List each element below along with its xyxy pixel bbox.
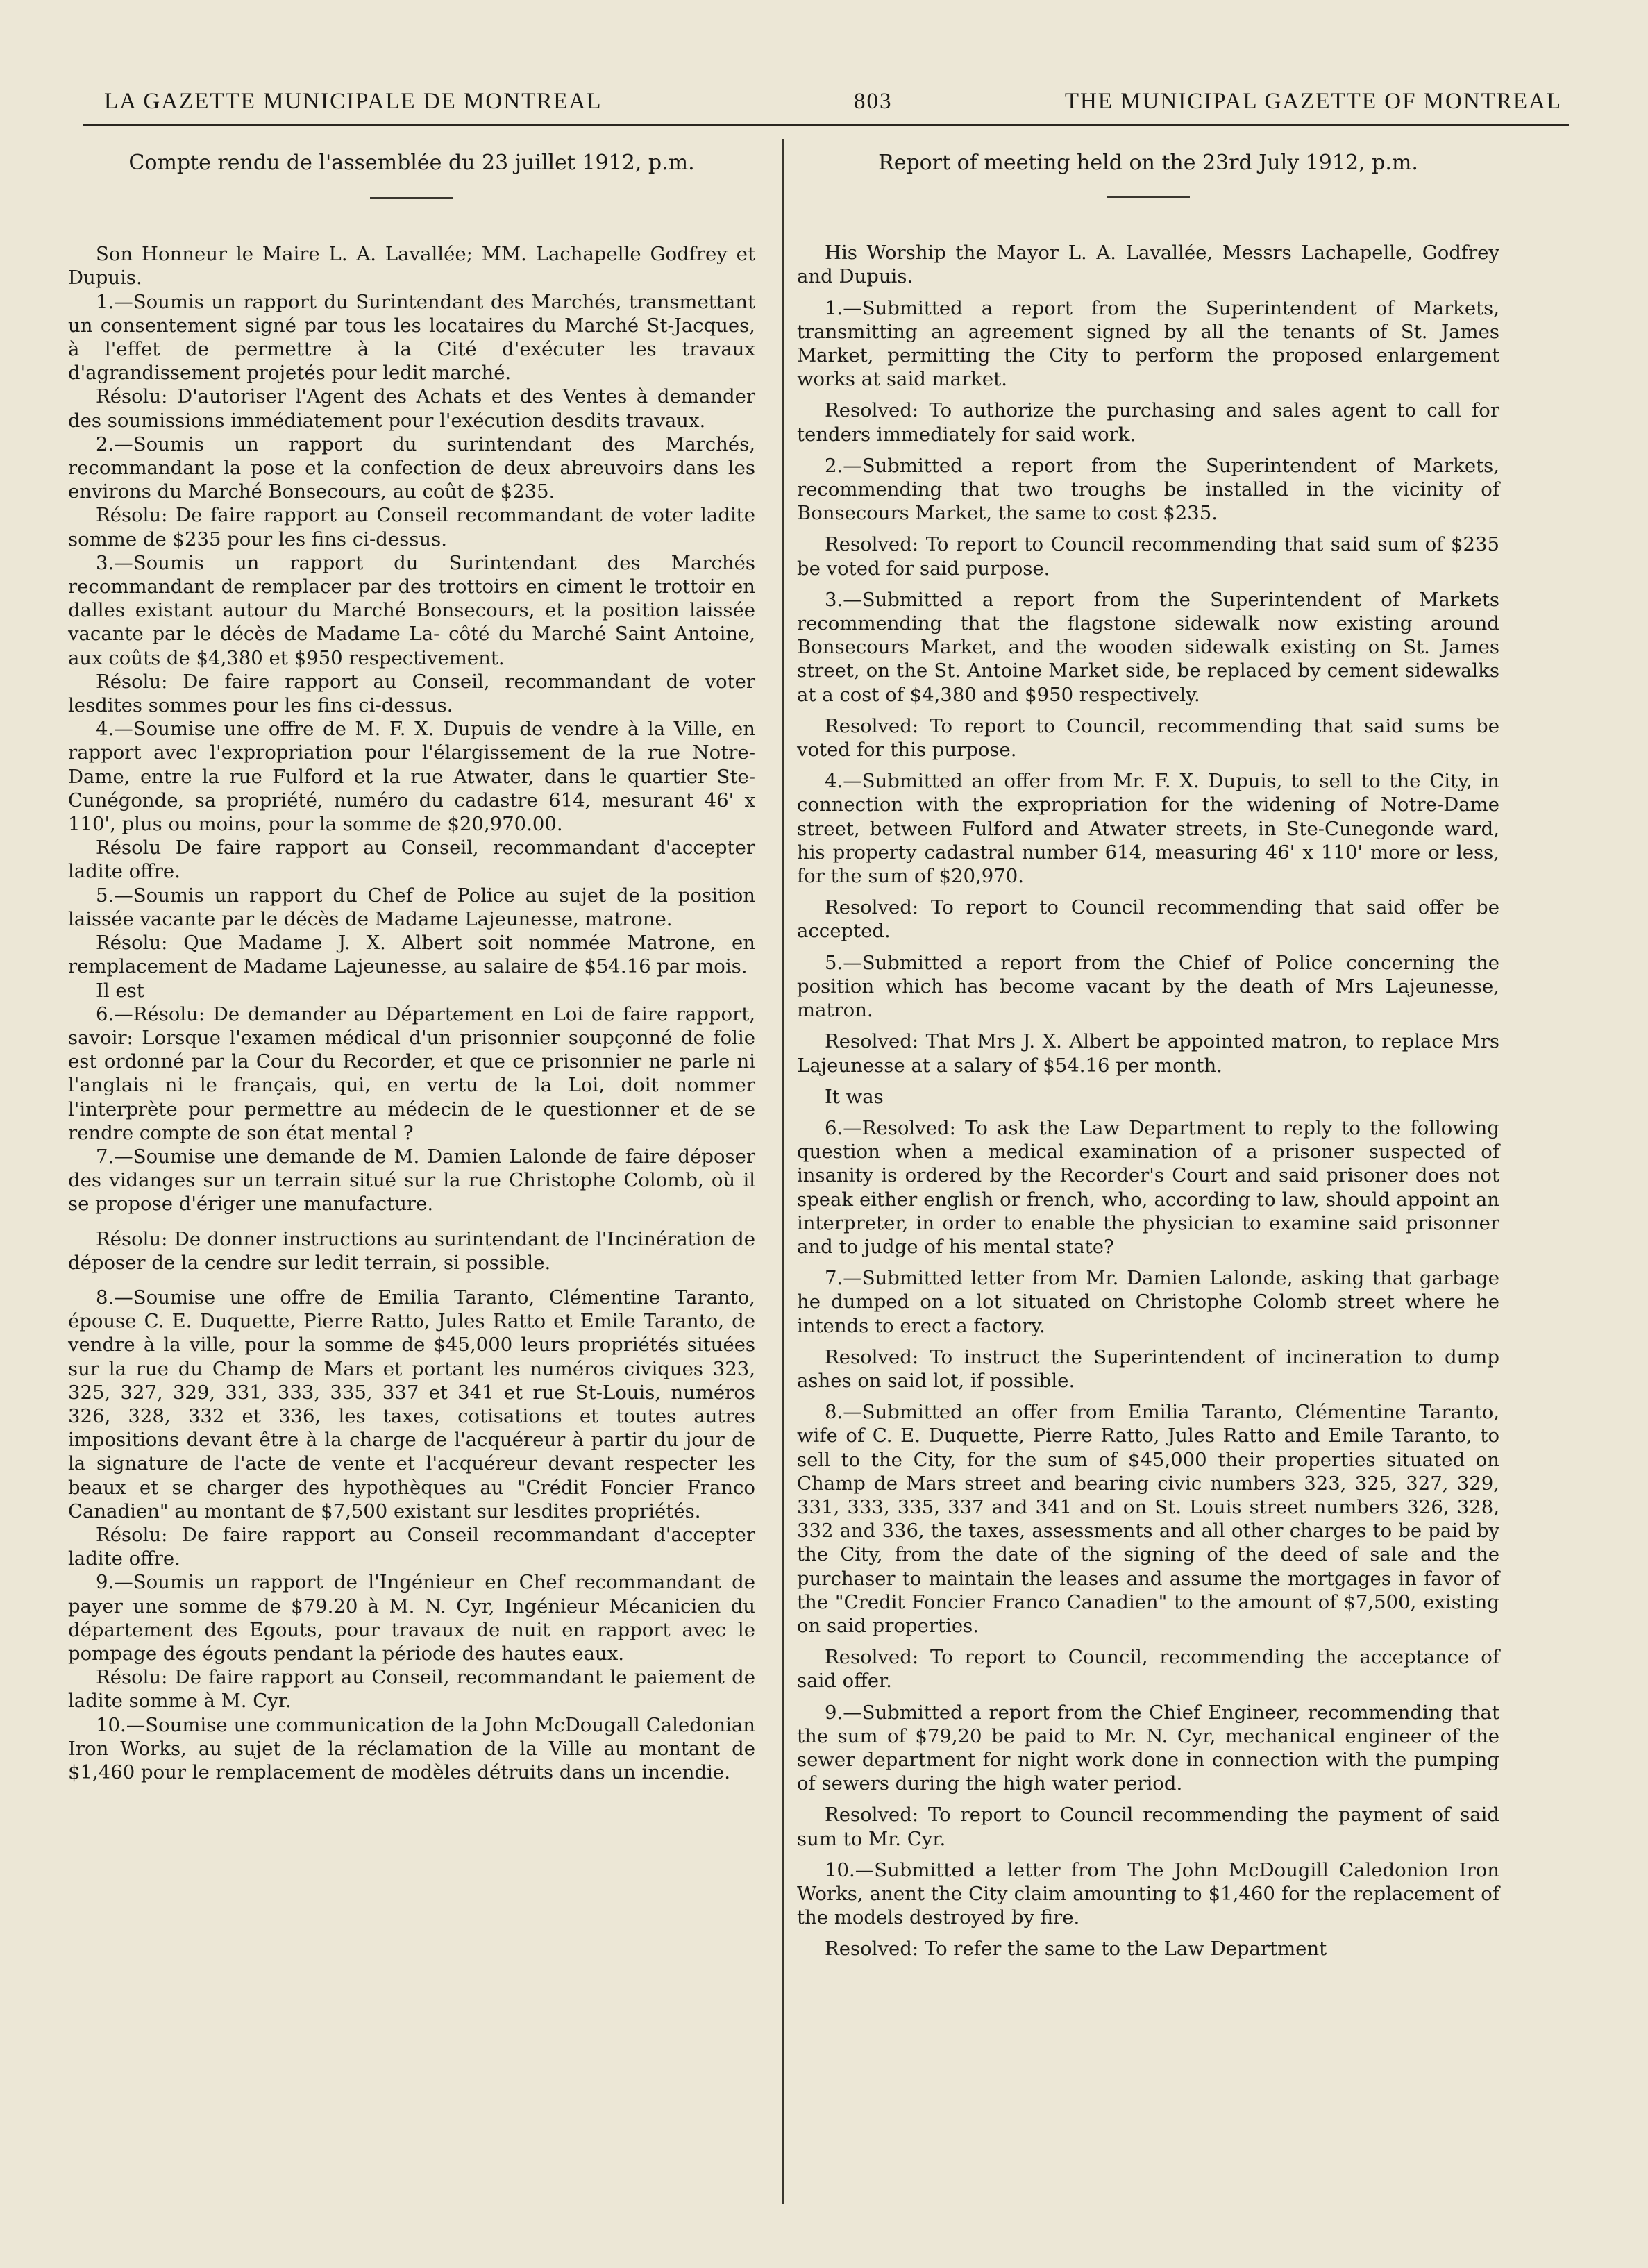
fr-resolution-2: Résolu: De faire rapport au Conseil recommandant de voter ladite somme de $235 pour les fins ci-dessus.: [68, 504, 755, 551]
spacer: [68, 1275, 755, 1286]
fr-item-7: 7.—Soumise une demande de M. Damien Lalonde de faire déposer des vidanges sur un terrain situé sur la rue Christophe Colomb, où il se propose d'ériger une manufacture.: [68, 1145, 755, 1216]
en-item-6: 6.—Resolved: To ask the Law Department to reply to the following question when a medical examination of a prisoner suspected of insanity is ordered by the Recorder's Court and said prisoner does not speak either english or french, who, according to law, should appoint an interpreter, in order to enable the physician to examine said prisonner and to judge of his mental state?: [797, 1116, 1499, 1258]
fr-resolution-8: Résolu: De faire rapport au Conseil recommandant d'accepter ladite offre.: [68, 1523, 755, 1570]
en-resolution-7: Resolved: To instruct the Superintendent of incineration to dump ashes on said lot, if possible.: [797, 1345, 1499, 1392]
header-english-title: THE MUNICIPAL GAZETTE OF MONTREAL: [1064, 89, 1562, 114]
en-resolution-10: Resolved: To refer the same to the Law Department: [825, 1938, 1327, 1960]
fr-resolution-5: Résolu: Que Madame J. X. Albert soit nommée Matrone, en remplacement de Madame Lajeunesse, au salaire de $54.16 par mois.: [68, 932, 755, 978]
en-resolution-3: Resolved: To report to Council, recommending that said sums be voted for this purpose.: [797, 714, 1499, 762]
fr-item-2: 2.—Soumis un rapport du surintendant des Marchés, recommandant la pose et la confection de deux abreuvoirs dans les environs du Marché Bonsecours, au coût de $235.: [68, 432, 755, 503]
fr-item-5: 5.—Soumis un rapport du Chef de Police au sujet de la position laissée vacante par le décès de Madame Lajeunesse, matrone.: [68, 884, 755, 930]
en-item-5: 5.—Submitted a report from the Chief of Police concerning the position which has become vacant by the death of Mrs Lajeunesse, matron.: [797, 951, 1499, 1022]
en-item-4: 4.—Submitted an offer from Mr. F. X. Dupuis, to sell to the City, in connection with the expropriation for the widening of Notre-Dame street, between Fulford and Atwater streets, in Ste-Cunegonde ward, his property cadastral number 614, measuring 46' x 110' more or less, for the sum of $20,970.: [797, 770, 1499, 888]
en-item-8: 8.—Submitted an offer from Emilia Taranto, Clémentine Taranto, wife of C. E. Duquette, Pierre Ratto, Jules Ratto and Emile Taranto, to sell to the City, for the sum of $45,000 their properties situated on Champ de Mars street and bearing civic numbers 323, 325, 327, 329, 331, 333, 335, 337 and 341 and on St. Louis street numbers 326, 328, 332 and 336, the taxes, assessments and all other charges to be paid by the City, from the date of the signing of the deed of sale and the purchaser to maintain the leases and assume the mortgages in favor of the "Credit Foncier Franco Canadien" to the amount of $7,500, existing on said properties.: [797, 1401, 1499, 1637]
page-number: 803: [854, 89, 893, 114]
english-report-title: Report of meeting held on the 23rd July 1912, p.m.: [878, 151, 1418, 175]
en-item-1: 1.—Submitted a report from the Superintendent of Markets, transmitting an agreement signed by all the tenants of St. James Market, permitting the City to perform the proposed enlargement works at said market.: [797, 296, 1499, 391]
fr-resolution-3: Résolu: De faire rapport au Conseil, recommandant de voter lesdites sommes pour les fins ci-dessus.: [68, 670, 755, 717]
fr-attendance: Son Honneur le Maire L. A. Lavallée; MM. Lachapelle Godfrey et Dupuis.: [68, 243, 755, 289]
en-resolution-9: Resolved: To report to Council recommending the payment of said sum to Mr. Cyr.: [797, 1804, 1499, 1850]
en-resolution-8: Resolved: To report to Council, recommending the acceptance of said offer.: [797, 1646, 1499, 1692]
en-item-7: 7.—Submitted letter from Mr. Damien Lalonde, asking that garbage he dumped on a lot situated on Christophe Colomb street where he intends to erect a factory.: [797, 1267, 1499, 1337]
en-it-was: It was: [825, 1085, 884, 1108]
fr-item-3: 3.—Soumis un rapport du Surintendant des Marchés recommandant de remplacer par des trottoirs en ciment le trottoir en dalles existant autour du Marché Bonsecours, et la position laissée vacante par le décès de Madame La- côté du Marché Saint Antoine, aux coûts de $4,380 et $950 respectivement.: [68, 551, 755, 669]
fr-item-1: 1.—Soumis un rapport du Surintendant des Marchés, transmettant un consentement signé par tous les locataires du Marché St-Jacques, à l'effet de permettre à la Cité d'exécuter les travaux d'agrandissement projetés pour ledit marché.: [68, 290, 755, 385]
column-divider: [782, 139, 784, 2204]
en-item-3: 3.—Submitted a report from the Superintendent of Markets recommending that the flagstone sidewalk now existing around Bonsecours Market, and the wooden sidewalk existing on St. James street, on the St. Antoine Market side, be replaced by cement sidewalks at a cost of $4,380 and $950 respectively.: [797, 588, 1499, 706]
en-item-2: 2.—Submitted a report from the Superintendent of Markets, recommending that two troughs be installed in the vicinity of Bonsecours Market, the same to cost $235.: [797, 454, 1499, 525]
english-column: [797, 151, 1499, 1969]
fr-resolution-1: Résolu: D'autoriser l'Agent des Achats et des Ventes à demander des soumissions immédiatement pour l'exécution desdits travaux.: [68, 385, 755, 432]
title-rule: [370, 197, 453, 199]
en-item-9: 9.—Submitted a report from the Chief Engineer, recommending that the sum of $79,20 be paid to Mr. N. Cyr, mechanical engineer of the sewer department for night work done in connection with the pumping of sewers during the high water period.: [797, 1701, 1499, 1795]
header-french-title: LA GAZETTE MUNICIPALE DE MONTREAL: [104, 89, 603, 114]
title-rule: [1107, 196, 1190, 198]
fr-it-est: Il est: [96, 979, 144, 1002]
fr-resolution-9: Résolu: De faire rapport au Conseil, recommandant le paiement de ladite somme à M. Cyr.: [68, 1666, 755, 1713]
page-header: [83, 89, 1569, 126]
en-resolution-1: Resolved: To authorize the purchasing and sales agent to call for tenders immediately for said work.: [797, 399, 1499, 446]
fr-item-8: 8.—Soumise une offre de Emilia Taranto, Clémentine Taranto, épouse C. E. Duquette, Pierre Ratto, Jules Ratto et Emile Taranto, de vendre à la ville, pour la somme de $45,000 leurs propriétés situées sur la rue du Champ de Mars et portant les numéros civiques 323, 325, 327, 329, 331, 333, 335, 337 et 341 et rue St-Louis, numéros 326, 328, 332 et 336, les taxes, cotisations et toutes autres impositions devant être à la charge de l'acquéreur à partir du jour de la signature de l'acte de vente et l'acquéreur devant respecter les beaux et se charger des hypothèques au "Crédit Foncier Franco Canadien" au montant de $7,500 existant sur lesdites propriétés.: [68, 1286, 755, 1522]
fr-item-6: 6.—Résolu: De demander au Département en Loi de faire rapport, savoir: Lorsque l'examen médical d'un prisonnier soupçonné de folie est ordonné par la Cour du Recorder, et que ce prisonnier ne parle ni l'anglais ni le français, qui, en vertu de la Loi, doit nommer l'interprète pour permettre au médecin de le questionner et de se rendre compte de son état mental ?: [68, 1002, 755, 1144]
fr-item-4: 4.—Soumise une offre de M. F. X. Dupuis de vendre à la Ville, en rapport avec l'expropriation pour l'élargissement de la rue Notre-Dame, entre la rue Fulford et la rue Atwater, dans le quartier Ste-Cunégonde, sa propriété, numéro du cadastre 614, mesurant 46' x 110', plus ou moins, pour la somme de $20,970.00.: [68, 718, 755, 836]
en-resolution-2: Resolved: To report to Council recommending that said sum of $235 be voted for said purpose.: [797, 533, 1499, 580]
french-column: [68, 151, 755, 1784]
en-attendance: His Worship the Mayor L. A. Lavallée, Messrs Lachapelle, Godfrey and Dupuis.: [797, 242, 1499, 288]
fr-resolution-4: Résolu De faire rapport au Conseil, recommandant d'accepter ladite offre.: [68, 837, 755, 883]
french-report-title: Compte rendu de l'assemblée du 23 juillet 1912, p.m.: [128, 151, 695, 175]
en-item-10: 10.—Submitted a letter from The John McDougill Caledonion Iron Works, anent the City claim amounting to $1,460 for the replacement of the models destroyed by fire.: [797, 1858, 1499, 1929]
en-resolution-5: Resolved: That Mrs J. X. Albert be appointed matron, to replace Mrs Lajeunesse at a salary of $54.16 per month.: [797, 1030, 1499, 1077]
fr-item-10: 10.—Soumise une communication de la John McDougall Caledonian Iron Works, au sujet de la réclamation de la Ville au montant de $1,460 pour le remplacement de modèles détruits dans un incendie.: [68, 1713, 755, 1783]
fr-resolution-7: Résolu: De donner instructions au surintendant de l'Incinération de déposer de la cendre sur ledit terrain, si possible.: [68, 1227, 755, 1274]
spacer: [68, 1216, 755, 1227]
fr-item-9: 9.—Soumis un rapport de l'Ingénieur en Chef recommandant de payer une somme de $79.20 à M. N. Cyr, Ingénieur Mécanicien du département des Egouts, pour travaux de nuit en rapport avec le pompage des égouts pendant la période des hautes eaux.: [68, 1571, 755, 1665]
en-resolution-4: Resolved: To report to Council recommending that said offer be accepted.: [797, 896, 1499, 943]
